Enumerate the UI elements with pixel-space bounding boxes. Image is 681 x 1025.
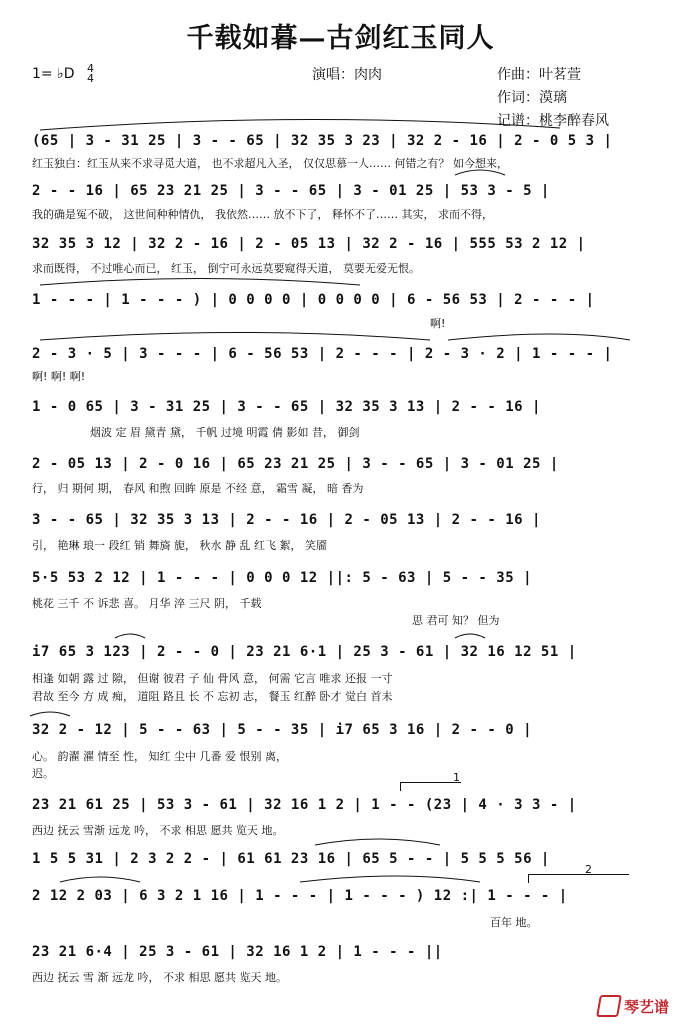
key-signature <box>32 64 94 84</box>
lyric-row-second-verse: 君故 至今 方 成 痴， 道阻 路且 长 不 忘初 志， 餐玉 红醉 卧才 觉白 首未 <box>32 690 393 703</box>
lyric-row: 啊! <box>430 317 446 330</box>
notation-row: 1 - - - | 1 - - - ) | 0 0 0 0 | 0 0 0 0 | 6 - 56 53 | 2 - - - | <box>32 292 595 308</box>
slur-arc <box>30 712 70 716</box>
volta-1-label: 1 <box>453 771 460 784</box>
notation-row: 5·5 53 2 12 | 1 - - - | 0 0 0 12 ||: 5 - 63 | 5 - - 35 | <box>32 570 533 586</box>
notation-row: 32 2 - 12 | 5 - - 63 | 5 - - 35 | i7 65 3 16 | 2 - - 0 | <box>32 722 533 738</box>
slur-arc <box>300 876 480 882</box>
song-title: 千载如暮—古剑红玉同人 <box>186 23 495 54</box>
lyric-row: 引， 艳琳 琅一 段红 销 舞旖 旎， 秋水 静 乱 红飞 絮， 笑靥 <box>32 539 327 552</box>
slur-arc <box>455 634 485 638</box>
logo-icon <box>596 995 622 1017</box>
slur-arc <box>40 119 560 130</box>
lyric-row: 行， 归 期何 期， 春风 和煦 回眸 原是 不经 意， 霜雪 凝， 暗 香为 <box>32 482 364 495</box>
lyric-row: 相逢 如朝 露 过 隙， 但谢 彼君 子 仙 骨风 意， 何需 它言 唯求 还报 一寸 <box>32 672 393 685</box>
lyric-row: 西边 抚云 雪渐 远龙 吟， 不求 相思 愿共 览天 地。 <box>32 824 284 837</box>
lyric-row: 红玉独白：红玉从来不求寻觅大道， 也不求超凡入圣， 仅仅思慕一人…… 何错之有？ 如今想来， <box>32 157 508 170</box>
lyric-row: 百年 地。 <box>490 916 538 929</box>
notation-row: 32 35 3 12 | 32 2 - 16 | 2 - 05 13 | 32 2 - 16 | 555 53 2 12 | <box>32 236 586 252</box>
notation-row: 2 - - 16 | 65 23 21 25 | 3 - - 65 | 3 - 01 25 | 53 3 - 5 | <box>32 183 550 199</box>
time-signature <box>87 64 94 84</box>
volta-2-label: 2 <box>585 863 592 876</box>
slur-arc <box>315 839 440 845</box>
notation-row: 2 - 05 13 | 2 - 0 16 | 65 23 21 25 | 3 - - 65 | 3 - 01 25 | <box>32 456 559 472</box>
slur-arc <box>60 877 140 882</box>
notation-row: 23 21 6·4 | 25 3 - 61 | 32 16 1 2 | 1 - - - || <box>32 944 443 960</box>
notation-row: 2 12 2 03 | 6 3 2 1 16 | 1 - - - | 1 - - - ) 12 :| 1 - - - | <box>32 888 568 904</box>
notation-row: i7 65 3 123 | 2 - - 0 | 23 21 6·1 | 25 3 - 61 | 32 16 12 51 | <box>32 644 577 660</box>
key-text: 1= ♭D <box>32 66 75 82</box>
lyric-row: 烟波 定 眉 黛青 黛， 千帆 过境 明霞 倩 影如 昔， 御剑 <box>90 426 360 439</box>
time-bottom: 4 <box>86 72 94 85</box>
notation-row: 2 - 3 · 5 | 3 - - - | 6 - 56 53 | 2 - - - | 2 - 3 · 2 | 1 - - - | <box>32 346 613 362</box>
lyric-row: 西边 抚云 雪 渐 远龙 吟， 不求 相思 愿共 览天 地。 <box>32 971 287 984</box>
notation-row: 1 - 0 65 | 3 - 31 25 | 3 - - 65 | 32 35 3 13 | 2 - - 16 | <box>32 399 541 415</box>
notation-row: 1 5 5 31 | 2 3 2 2 - | 61 61 23 16 | 65 5 - - | 5 5 5 56 | <box>32 851 550 867</box>
site-logo <box>598 995 669 1017</box>
composer-credit: 作曲：叶茗萱 <box>497 67 581 83</box>
lyricist-credit: 作词：漠璃 <box>497 90 567 106</box>
slur-arc <box>40 279 360 286</box>
slur-arc <box>448 334 630 340</box>
notation-row: 23 21 61 25 | 53 3 - 61 | 32 16 1 2 | 1 - - (23 | 4 · 3 3 - | <box>32 797 577 813</box>
singer-credit: 演唱：肉肉 <box>312 67 382 83</box>
volta-bracket-first <box>400 771 461 791</box>
slur-arc <box>115 634 145 638</box>
lyric-row-second-verse: 迟。 <box>32 767 54 780</box>
slur-arc <box>40 333 430 341</box>
lyric-row-second-verse: 思 君可 知？ 但为 <box>412 614 500 627</box>
volta-bracket-second <box>528 863 629 883</box>
notation-row: 3 - - 65 | 32 35 3 13 | 2 - - 16 | 2 - 05 13 | 2 - - 16 | <box>32 512 541 528</box>
logo-text: 琴艺谱 <box>623 997 669 1016</box>
lyric-row: 求而既得， 不过唯心而已， 红玉， 倒宁可永远莫要窥得天道， 莫要无爱无恨。 <box>32 262 420 275</box>
lyric-row: 我的确是冤不破， 这世间种种情仇， 我依然…… 放不下了， 释怀不了…… 其实， 求而不得， <box>32 208 493 221</box>
lyric-row: 啊! 啊! 啊! <box>32 370 86 383</box>
notation-row: (65 | 3 - 31 25 | 3 - - 65 | 32 35 3 23 | 32 2 - 16 | 2 - 0 5 3 | <box>32 133 613 149</box>
transcriber-credit: 记谱：桃李醉春风 <box>497 113 609 129</box>
time-top: 4 <box>86 62 94 75</box>
lyric-row: 桃花 三千 不 诉悲 喜。 月华 淬 三尺 阴， 千载 <box>32 597 262 610</box>
lyric-row: 心。 韵濯 濯 情至 性， 知红 尘中 几番 爱 恨别 离， <box>32 750 287 763</box>
